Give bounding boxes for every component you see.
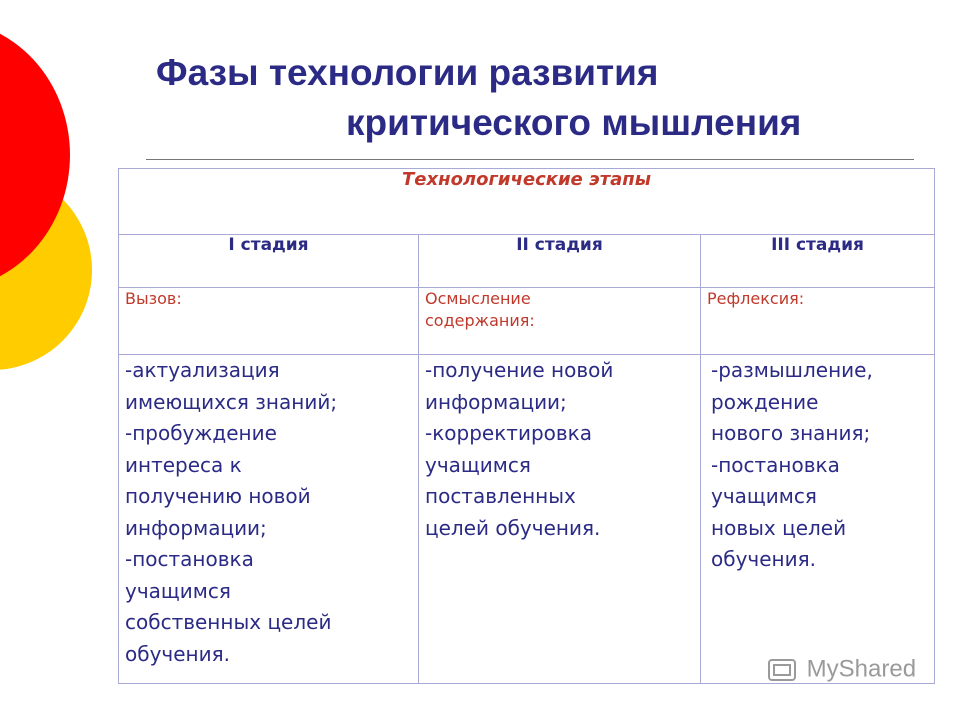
content-3-line: рождение: [711, 389, 819, 414]
content-1-line: -постановка: [125, 547, 254, 571]
content-2-line: -получение новой: [425, 358, 614, 382]
content-cell-2: [419, 355, 701, 684]
stages-table: [118, 168, 935, 684]
phase-1-line: Вызов:: [125, 289, 182, 308]
content-1-line: -актуализация: [125, 358, 280, 382]
content-cell-1: [119, 355, 419, 684]
slide-title-line1: Фазы технологии развития: [156, 52, 659, 93]
content-2-line: целей обучения.: [425, 515, 601, 540]
title-divider: [146, 159, 914, 160]
content-row: [119, 355, 935, 684]
slide-title-line2: критического мышления: [346, 102, 802, 143]
table-header-row: [119, 169, 935, 235]
watermark: [768, 655, 916, 695]
stage-cell-2: II стадия: [419, 235, 701, 288]
content-1-line: собственных целей: [125, 610, 332, 634]
phase-3-line: Рефлексия:: [707, 289, 805, 308]
content-2-line: поставленных: [425, 484, 576, 508]
stage-row: [119, 235, 935, 288]
myshared-logo-icon: [768, 657, 796, 683]
content-2-line: -корректировка: [425, 421, 593, 445]
content-1-line: имеющихся знаний;: [125, 389, 338, 414]
content-cell-3: [701, 355, 935, 684]
content-3-line: -размышление,: [711, 358, 873, 382]
table-header-cell: Технологические этапы: [119, 169, 935, 235]
phase-cell-3: [701, 288, 935, 355]
content-1-line: учащимся: [125, 578, 231, 603]
content-3-line: учащимся: [711, 484, 817, 508]
content-3-line: новых целей: [711, 515, 847, 540]
phase-2-line-1: Осмысление: [425, 289, 531, 308]
phase-2-line-2: содержания:: [425, 311, 535, 330]
content-1-line: интереса к: [125, 452, 242, 477]
content-1-line: -пробуждение: [125, 421, 277, 445]
content-1-line: обучения.: [125, 641, 230, 666]
content-3-line: обучения.: [711, 547, 816, 571]
watermark-text: MyShared: [806, 655, 917, 683]
content-1-line: информации;: [125, 515, 267, 540]
content-3-line: нового знания;: [711, 421, 871, 445]
phase-cell-2: [419, 288, 701, 355]
content-2-line: информации;: [425, 389, 567, 414]
stage-cell-1: I стадия: [119, 235, 419, 288]
phase-row: [119, 288, 935, 355]
content-3-line: -постановка: [711, 452, 840, 477]
content-2-line: учащимся: [425, 452, 531, 477]
stage-cell-3: III стадия: [701, 235, 935, 288]
content-1-line: получению новой: [125, 484, 311, 508]
phase-cell-1: [119, 288, 419, 355]
